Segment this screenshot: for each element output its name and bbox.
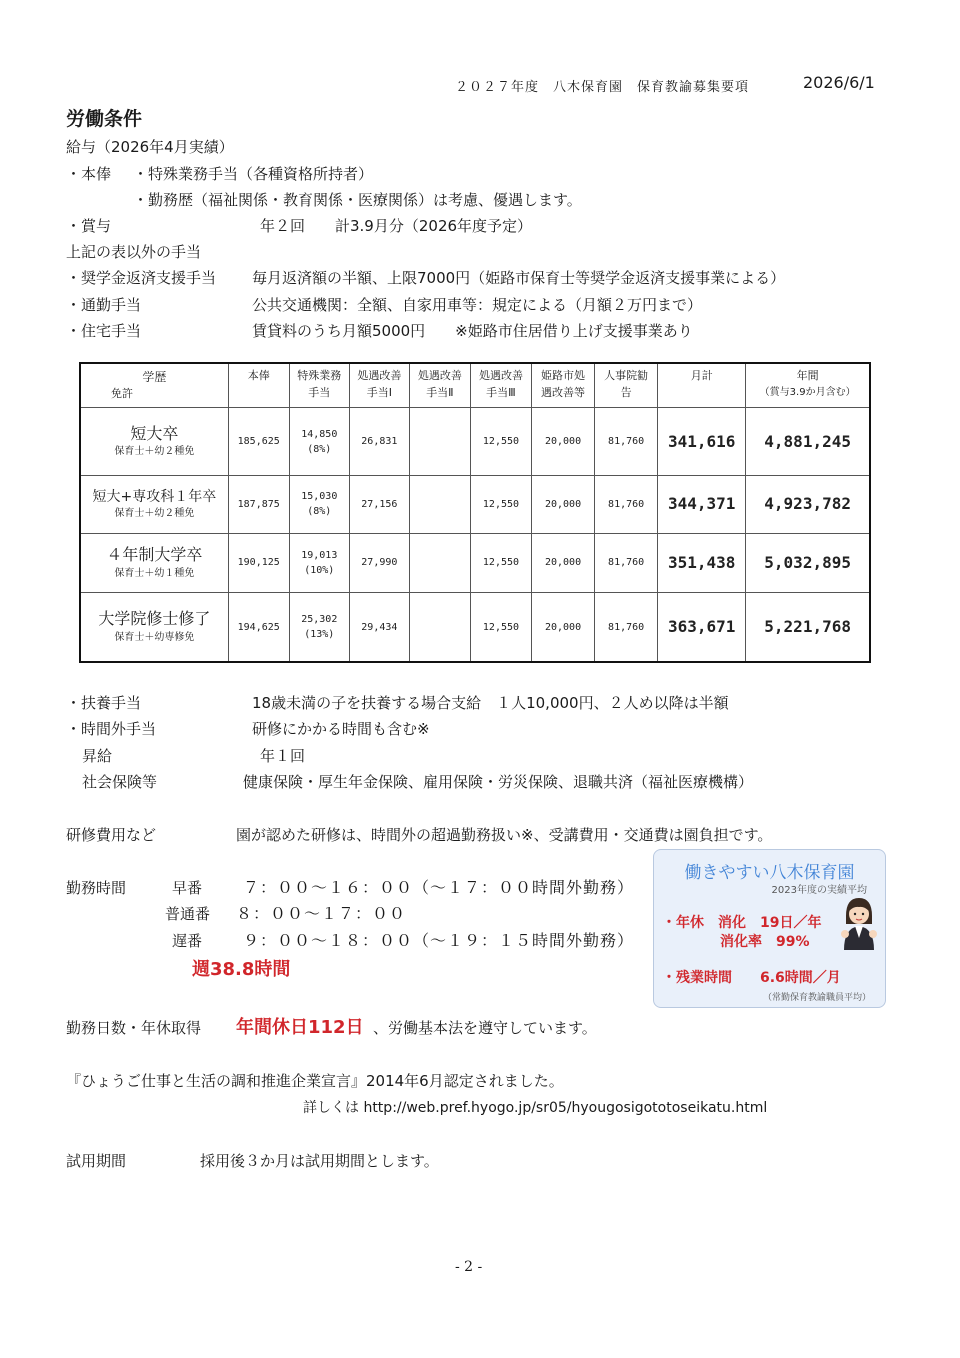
header-kaizen2-a: 処遇改善 bbox=[417, 369, 462, 382]
annual-holidays: 年間休日112日 bbox=[236, 1017, 364, 1038]
badge-subtitle: 2023年度の実績平均 bbox=[771, 885, 867, 896]
hyogo-url[interactable]: 詳しくは http://web.pref.hyogo.jp/sr05/hyougosigototoseikatu.html bbox=[303, 1100, 768, 1116]
cell-kaizen1: 29,434 bbox=[349, 593, 409, 663]
table-row bbox=[80, 533, 870, 592]
salary-heading: 給与（2026年4月実績） bbox=[66, 138, 234, 156]
special-amount: 15,030 bbox=[301, 491, 338, 503]
badge-line-leave: ・年休 消化 19日／年 bbox=[662, 915, 822, 931]
special-percent: (8%) bbox=[307, 506, 332, 518]
page-number: - 2 - bbox=[455, 1259, 483, 1275]
cell-jinji: 81,760 bbox=[595, 407, 658, 475]
cell-himeji: 20,000 bbox=[532, 407, 595, 475]
doc-header-title: ２０２７年度 八木保育園 保育教諭募集要項 bbox=[455, 80, 750, 95]
cell-education bbox=[80, 593, 228, 663]
commute-label: ・通勤手当 bbox=[66, 296, 142, 314]
header-kaizen1-b: 手当Ⅰ bbox=[366, 385, 392, 399]
special-amount: 19,013 bbox=[301, 549, 338, 561]
header-jinji-2: 告 bbox=[620, 385, 632, 399]
cell-kaizen1: 27,990 bbox=[349, 533, 409, 592]
raise-value: 年１回 bbox=[260, 747, 306, 765]
insurance-value: 健康保険・厚生年金保険、雇用保険・労災保険、退職共済（福祉医療機構） bbox=[243, 773, 754, 791]
shift-normal-value: ８：００～１７：００ bbox=[236, 904, 407, 923]
cell-monthly: 344,371 bbox=[658, 476, 746, 533]
doc-date: 2026/6/1 bbox=[803, 73, 875, 92]
license-name: 保育士＋幼２種免 bbox=[114, 508, 195, 520]
training-value: 園が認めた研修は、時間外の超過勤務扱い※、受講費用・交通費は園負担です。 bbox=[236, 826, 773, 844]
bonus-value: 年２回 計3.9月分（2026年度予定） bbox=[260, 217, 533, 235]
cell-kaizen2 bbox=[409, 593, 470, 663]
table-row bbox=[80, 407, 870, 475]
badge-line-overtime: ・残業時間 6.6時間／月 bbox=[662, 970, 841, 986]
cell-base: 187,875 bbox=[228, 476, 289, 533]
col-header-monthly bbox=[658, 363, 746, 407]
cell-monthly: 351,438 bbox=[658, 533, 746, 592]
training-label: 研修費用など bbox=[66, 826, 157, 844]
cell-kaizen3: 12,550 bbox=[470, 476, 531, 533]
scholarship-value: 毎月返済額の半額、上限7000円（姫路市保育士等奨学金返済支援事業による） bbox=[252, 269, 786, 287]
cell-himeji: 20,000 bbox=[532, 593, 595, 663]
cell-special bbox=[289, 533, 349, 592]
shift-early-value: ７：００～１６：００（～１７：００時間外勤務） bbox=[243, 878, 635, 897]
staff-illustration-icon bbox=[838, 894, 880, 950]
insurance-label: 社会保険等 bbox=[82, 773, 158, 791]
scholarship-label: ・奨学金返済支援手当 bbox=[66, 269, 217, 287]
cell-education bbox=[80, 476, 228, 533]
header-edu: 学歴 bbox=[142, 370, 167, 384]
badge-note: （常勤保育教諭職員平均） bbox=[762, 993, 871, 1003]
commute-value: 公共交通機関：全額、自家用車等：規定による（月額２万円まで） bbox=[252, 296, 703, 314]
shift-late-label: 遅番 bbox=[172, 932, 203, 950]
cell-jinji: 81,760 bbox=[595, 593, 658, 663]
cell-jinji: 81,760 bbox=[595, 533, 658, 592]
housing-value: 賃貸料のうち月額5000円 ※姫路市住居借り上げ支援事業あり bbox=[252, 322, 693, 340]
cell-base: 194,625 bbox=[228, 593, 289, 663]
col-header-kaizen3 bbox=[470, 363, 531, 407]
trial-label: 試用期間 bbox=[66, 1152, 127, 1170]
cell-annual: 5,221,768 bbox=[746, 593, 870, 663]
header-kaizen1-a: 処遇改善 bbox=[357, 369, 402, 382]
header-kaizen3-a: 処遇改善 bbox=[478, 369, 523, 382]
labor-law-note: 、労働基本法を遵守しています。 bbox=[373, 1019, 597, 1037]
col-header-kaizen2 bbox=[409, 363, 470, 407]
cell-annual: 5,032,895 bbox=[746, 533, 870, 592]
header-jinji-1: 人事院勧 bbox=[604, 369, 649, 382]
cell-special bbox=[289, 593, 349, 663]
weekly-hours: 週38.8時間 bbox=[192, 959, 291, 980]
header-himeji-1: 姫路市処 bbox=[541, 369, 586, 382]
shift-normal-label: 普通番 bbox=[165, 905, 211, 923]
header-annual-1: 年間 bbox=[796, 369, 819, 382]
badge-line-rate: 消化率 99% bbox=[720, 934, 810, 950]
shift-early-label: 早番 bbox=[172, 879, 203, 897]
overtime-label: ・時間外手当 bbox=[66, 720, 157, 738]
cell-monthly: 341,616 bbox=[658, 407, 746, 475]
cell-kaizen3: 12,550 bbox=[470, 593, 531, 663]
header-annual-2: （賞与3.9か月含む） bbox=[759, 386, 856, 398]
overtime-value: 研修にかかる時間も含む※ bbox=[252, 720, 430, 738]
header-kaizen2-b: 手当Ⅱ bbox=[426, 385, 454, 399]
header-special-1: 特殊業務 bbox=[297, 369, 342, 382]
cell-himeji: 20,000 bbox=[532, 533, 595, 592]
education-name: ４年制大学卒 bbox=[106, 544, 203, 564]
special-amount: 14,850 bbox=[301, 428, 338, 440]
education-name: 大学院修士修了 bbox=[98, 609, 211, 629]
raise-label: 昇給 bbox=[82, 747, 113, 765]
cell-kaizen2 bbox=[409, 407, 470, 475]
cell-kaizen1: 26,831 bbox=[349, 407, 409, 475]
honpo-item-2: ・勤務歴（福祉関係・教育関係・医療関係）は考慮、優遇します。 bbox=[133, 191, 582, 209]
header-kaizen3-b: 手当Ⅲ bbox=[486, 385, 516, 399]
housing-label: ・住宅手当 bbox=[66, 322, 142, 340]
hyogo-declaration: 『ひょうご仕事と生活の調和推進企業宣言』2014年6月認定されました。 bbox=[66, 1072, 564, 1090]
trial-value: 採用後３か月は試用期間とします。 bbox=[200, 1152, 439, 1170]
cell-himeji: 20,000 bbox=[532, 476, 595, 533]
col-header-special bbox=[289, 363, 349, 407]
special-percent: (8%) bbox=[307, 443, 332, 455]
license-name: 保育士＋幼１種免 bbox=[114, 567, 195, 579]
special-percent: (10%) bbox=[304, 564, 335, 576]
table-row bbox=[80, 476, 870, 533]
other-allowances-heading: 上記の表以外の手当 bbox=[66, 243, 202, 261]
table-row bbox=[80, 593, 870, 663]
header-base: 本俸 bbox=[247, 369, 270, 382]
cell-annual: 4,923,782 bbox=[746, 476, 870, 533]
special-amount: 25,302 bbox=[301, 614, 338, 625]
cell-kaizen2 bbox=[409, 533, 470, 592]
shift-late-value: ９：００～１８：００（～１９：１５時間外勤務） bbox=[243, 931, 635, 950]
col-header-himeji bbox=[532, 363, 595, 407]
col-header-education bbox=[80, 363, 228, 407]
bonus-label: ・賞与 bbox=[66, 217, 112, 235]
salary-table bbox=[79, 362, 871, 663]
cell-annual: 4,881,245 bbox=[746, 407, 870, 475]
col-header-base bbox=[228, 363, 289, 407]
cell-special bbox=[289, 476, 349, 533]
cell-education bbox=[80, 407, 228, 475]
header-himeji-2: 遇改善等 bbox=[541, 385, 586, 399]
cell-monthly: 363,671 bbox=[658, 593, 746, 663]
license-name: 保育士＋幼専修免 bbox=[114, 631, 195, 643]
header-monthly: 月計 bbox=[690, 369, 713, 382]
col-header-kaizen1 bbox=[349, 363, 409, 407]
license-name: 保育士＋幼２種免 bbox=[114, 446, 195, 458]
cell-kaizen3: 12,550 bbox=[470, 533, 531, 592]
header-special-2: 手当 bbox=[308, 385, 331, 399]
cell-education bbox=[80, 533, 228, 592]
header-license: 免許 bbox=[111, 387, 133, 400]
education-name: 短大卒 bbox=[130, 423, 179, 443]
honpo-item-1: ・特殊業務手当（各種資格所持者） bbox=[133, 165, 374, 183]
education-name: 短大+専攻科１年卒 bbox=[92, 488, 217, 505]
cell-special bbox=[289, 407, 349, 475]
fuyo-label: ・扶養手当 bbox=[66, 694, 142, 712]
cell-kaizen3: 12,550 bbox=[470, 407, 531, 475]
col-header-jinji bbox=[595, 363, 658, 407]
cell-kaizen2 bbox=[409, 476, 470, 533]
col-header-annual bbox=[746, 363, 870, 407]
cell-jinji: 81,760 bbox=[595, 476, 658, 533]
work-environment-badge bbox=[653, 849, 886, 1008]
hours-label: 勤務時間 bbox=[66, 879, 127, 897]
table-header-row bbox=[80, 363, 870, 407]
badge-title: 働きやすい八木保育園 bbox=[684, 863, 855, 883]
special-percent: (13%) bbox=[304, 629, 335, 640]
honpo-label: ・本俸 bbox=[66, 165, 112, 183]
cell-base: 190,125 bbox=[228, 533, 289, 592]
cell-base: 185,625 bbox=[228, 407, 289, 475]
workdays-label: 勤務日数・年休取得 bbox=[66, 1019, 202, 1037]
cell-kaizen1: 27,156 bbox=[349, 476, 409, 533]
section-title: 労働条件 bbox=[66, 108, 143, 130]
fuyo-value: 18歳未満の子を扶養する場合支給 １人10,000円、２人め以降は半額 bbox=[252, 694, 729, 712]
